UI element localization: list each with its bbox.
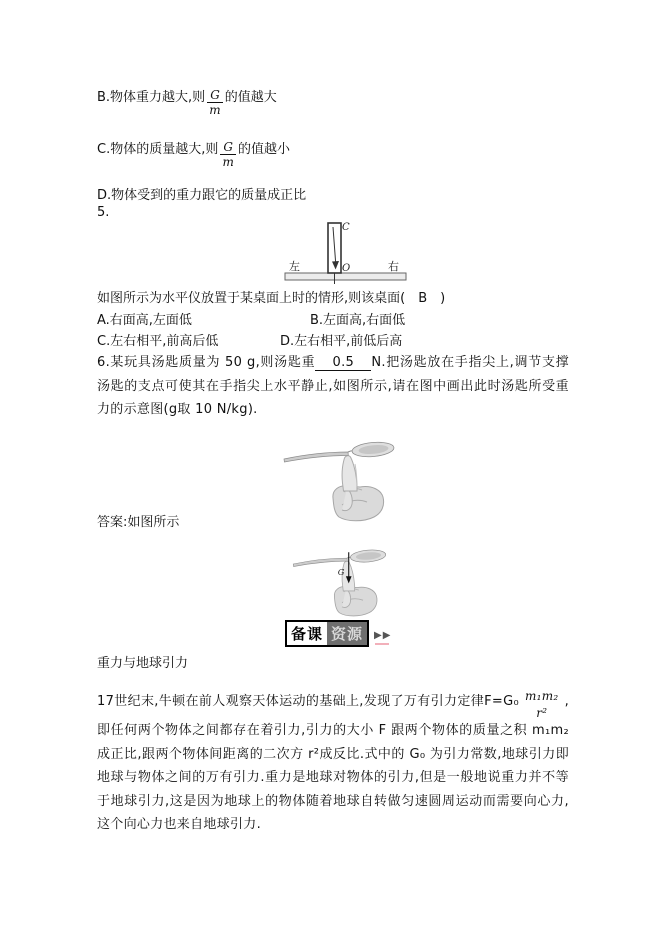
spoon-handle: [293, 558, 347, 566]
q6-text: [97, 351, 569, 422]
banner-text-beike: 备课: [287, 622, 327, 645]
fraction-g-over-m: [207, 89, 223, 116]
spoon-balance-photo: [281, 430, 403, 522]
q5-option-d: D.左右相平,前低后高: [280, 334, 403, 349]
q4-option-c-suffix: 的值越小: [237, 142, 290, 157]
q5-stem: 如图所示为水平仪放置于某桌面上时的情形,则该桌面( B ): [97, 291, 446, 306]
q6-text-after-blank: N.把汤匙放在手指尖上,调节支撑汤匙的支点可使其在手指尖上水平静止,如图所示,请在图中画出此时汤匙所受重力的示意图(g取 10 N/kg).: [97, 355, 569, 417]
paragraph-after-formula: ,即任何两个物体之间都存在着引力,引力的大小 F 跟两个物体的质量之积 m₁m₂成正比,跟两个物体间距离的二次方 r²成反比.式中的 G₀ 为引力常数,地球引力即地球与物体之间的万有引力.重力是地球对物体的引力,但是一般地说重力并不等于地球引力,这是因为地球上的物体随着地球自转做匀速圆周运动而需要向心力,这个向心力也来自地球引力.: [97, 694, 569, 832]
q6-text-before-blank: 6.某玩具汤匙质量为 50 g,则汤匙重: [97, 355, 316, 370]
level-diagram: [283, 218, 408, 288]
fraction-g-over-m: [220, 141, 236, 168]
hand-fist: [334, 587, 377, 616]
gravity-arrow-label: G: [337, 566, 345, 577]
lesson-resource-banner: [285, 620, 392, 647]
q4-option-b-suffix: 的值越大: [224, 90, 277, 105]
formula-denominator: r²: [536, 706, 548, 720]
formula-numerator: m₁m₂: [524, 689, 559, 703]
fraction-numerator: G: [220, 141, 236, 155]
gravity-paragraph: [97, 690, 569, 837]
q4-option-c-prefix: C.物体的质量越大,则: [97, 142, 219, 157]
answer-line: 答案:如图所示: [97, 515, 180, 530]
fraction-denominator: m: [222, 155, 234, 169]
q4-option-c: [97, 140, 290, 168]
banner-box: [285, 620, 369, 647]
spoon-handle: [284, 452, 348, 462]
q4-option-d: D.物体受到的重力跟它的质量成正比: [97, 188, 307, 203]
index-finger: [342, 456, 357, 491]
spoon-gravity-answer-photo: [286, 543, 398, 617]
diagram-label-c: C: [342, 222, 350, 233]
banner-text-ziyuan: 资源: [327, 622, 367, 645]
forward-arrows-icon: ▶▶: [374, 630, 392, 641]
paragraph-before-formula: 17世纪末,牛顿在前人观察天体运动的基础上,发现了万有引力定律F=G₀: [97, 694, 519, 709]
q5-option-a: A.右面高,左面低: [97, 313, 192, 328]
q6-answer-blank: 0.5: [315, 355, 371, 371]
fraction-numerator: G: [207, 89, 223, 103]
table-surface: [285, 273, 406, 280]
fraction-denominator: m: [209, 103, 221, 117]
diagram-label-right: 右: [388, 260, 399, 273]
q5-option-b: B.左面高,右面低: [310, 313, 406, 328]
q5-option-c: C.左右相平,前高后低: [97, 334, 219, 349]
section-heading: 重力与地球引力: [97, 656, 189, 671]
pink-underline-mark: [375, 643, 389, 645]
q4-option-b: [97, 88, 277, 116]
q4-option-b-prefix: B.物体重力越大,则: [97, 90, 206, 105]
diagram-label-o: O: [342, 263, 351, 274]
diagram-label-left: 左: [289, 260, 300, 273]
q5-number: 5.: [97, 205, 110, 220]
hand-fist: [333, 486, 384, 521]
universal-gravitation-formula: [523, 690, 561, 719]
